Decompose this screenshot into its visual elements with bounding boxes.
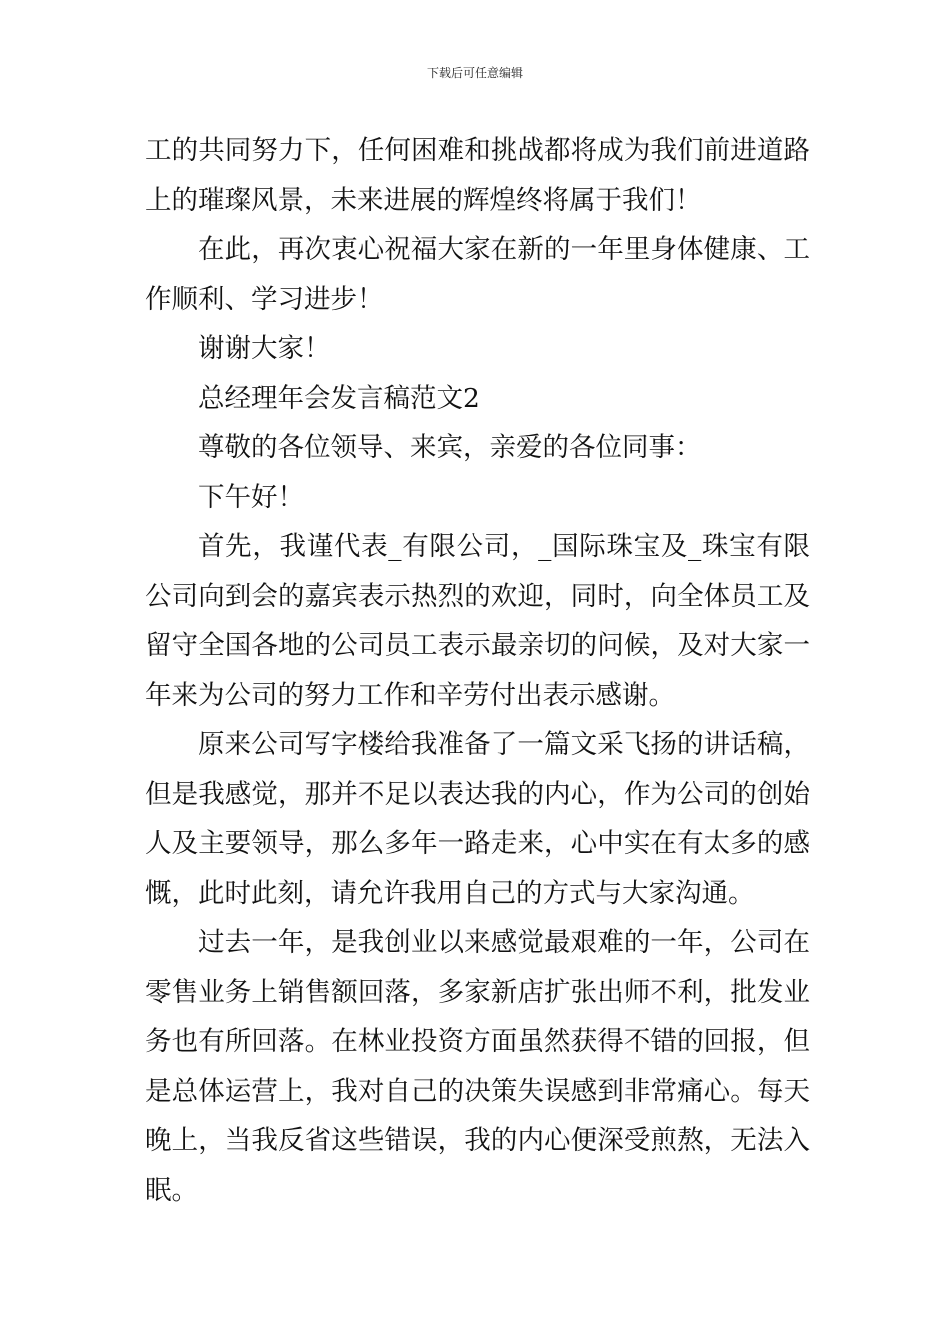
salutation: 尊敬的各位领导、来宾，亲爱的各位同事：: [198, 432, 702, 463]
paragraph-9: 过去一年，是我创业以来感觉最艰难的一年，公司在零售业务上销售额回落，多家新店扩张出师不利，批发业务也有所回落。在林业投资方面虽然获得不错的回报，但是总体运营上，我对自己的决策失误感到非常痛心。每天晚上，当我反省这些错误，我的内心便深受煎熬，无法入眠。: [145, 927, 810, 1206]
paragraph-8: 原来公司写字楼给我准备了一篇文采飞扬的讲话稿，但是我感觉，那并不足以表达我的内心，作为公司的创始人及主要领导，那么多年一路走来，心中实在有太多的感慨，此时此刻，请允许我用自己的方式与大家沟通。: [145, 729, 810, 909]
document-body: [145, 126, 810, 1215]
greeting: 下午好！: [198, 481, 304, 513]
paragraph-1: 工的共同努力下，任何困难和挑战都将成为我们前进道路上的璀璨风景，未来进展的辉煌终将属于我们！: [145, 135, 810, 216]
paragraph-7: 首先，我谨代表_有限公司，_国际珠宝及_珠宝有限公司向到会的嘉宾表示热烈的欢迎，同时，向全体员工及留守全国各地的公司员工表示最亲切的问候，及对大家一年来为公司的努力工作和辛劳付出表示感谢。: [145, 531, 810, 711]
paragraph-2: 在此，再次衷心祝福大家在新的一年里身体健康、工作顺利、学习进步！: [145, 234, 810, 315]
paragraph-3: 谢谢大家！: [198, 333, 331, 364]
page-header: 下载后可任意编辑: [426, 66, 523, 80]
section-title: 总经理年会发言稿范文2: [198, 382, 480, 414]
